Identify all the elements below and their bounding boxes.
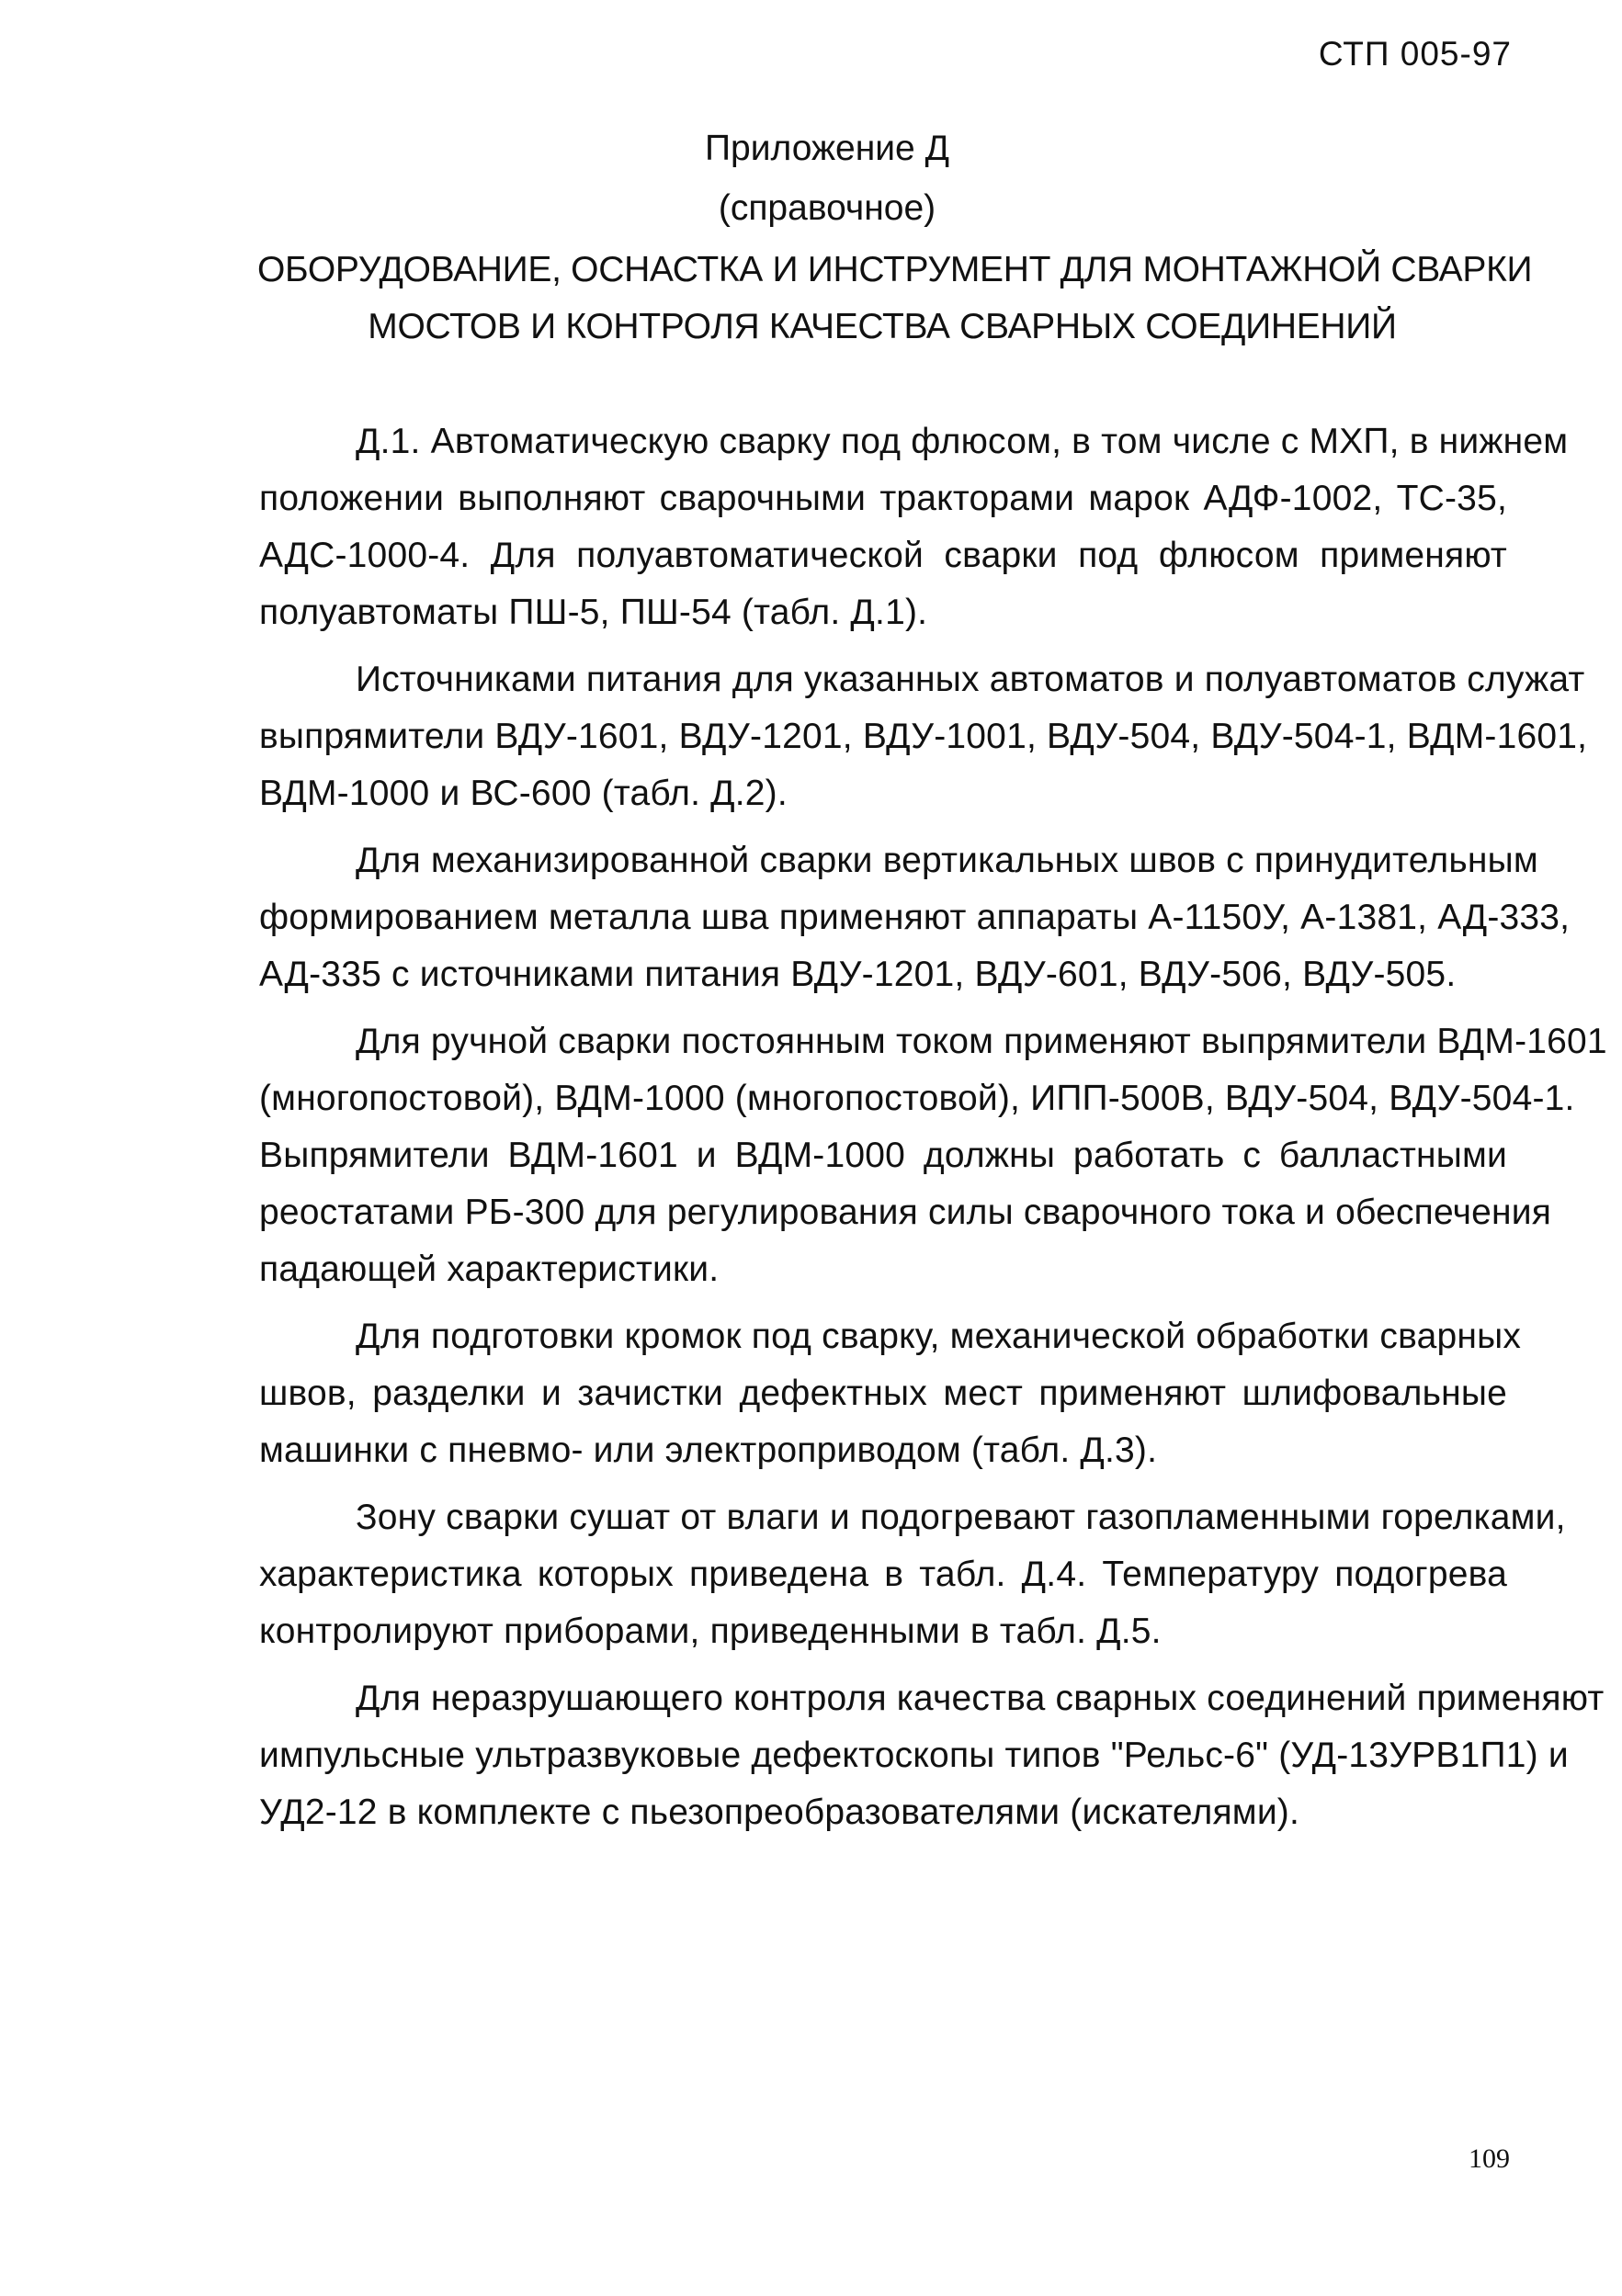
text-line: Источниками питания для указанных автоматов и полуавтоматов служат bbox=[356, 660, 1585, 699]
text-line: характеристика которых приведена в табл. Д.4. Температуру подогрева bbox=[259, 1555, 1507, 1594]
main-heading-line: ОБОРУДОВАНИЕ, ОСНАСТКА И ИНСТРУМЕНТ ДЛЯ МОНТАЖНОЙ СВАРКИ bbox=[257, 250, 1533, 289]
appendix-title: Приложение Д bbox=[705, 129, 949, 168]
document-code: СТП 005-97 bbox=[1318, 35, 1512, 73]
text-line: контролируют приборами, приведенными в табл. Д.5. bbox=[259, 1612, 1162, 1651]
text-line: импульсные ультразвуковые дефектоскопы типов "Рельс-6" (УД-13УРВ1П1) и bbox=[259, 1736, 1569, 1775]
paragraph bbox=[259, 1670, 1605, 1841]
paragraph bbox=[259, 1489, 1566, 1660]
paragraph bbox=[259, 1308, 1522, 1479]
text-line: ВДМ-1000 и ВС-600 (табл. Д.2). bbox=[259, 774, 788, 813]
text-line: АД-335 с источниками питания ВДУ-1201, ВДУ-601, ВДУ-506, ВДУ-505. bbox=[259, 955, 1457, 994]
page-number: 109 bbox=[1469, 2143, 1510, 2174]
text-line: полуавтоматы ПШ-5, ПШ-54 (табл. Д.1). bbox=[259, 593, 928, 632]
body-text bbox=[259, 413, 1607, 1851]
text-line: АДС-1000-4. Для полуавтоматической сварки под флюсом применяют bbox=[259, 536, 1507, 575]
text-line: швов, разделки и зачистки дефектных мест применяют шлифовальные bbox=[259, 1374, 1507, 1413]
text-line: Зону сварки сушат от влаги и подогревают газопламенными горелками, bbox=[356, 1498, 1566, 1537]
paragraph bbox=[259, 651, 1588, 822]
main-heading bbox=[257, 242, 1533, 356]
text-line: выпрямители ВДУ-1601, ВДУ-1201, ВДУ-1001, ВДУ-504, ВДУ-504-1, ВДМ-1601, bbox=[259, 717, 1588, 756]
text-line: Для ручной сварки постоянным током применяют выпрямители ВДМ-1601 bbox=[356, 1022, 1607, 1061]
paragraph bbox=[259, 832, 1571, 1003]
text-line: Для механизированной сварки вертикальных швов с принудительным bbox=[356, 841, 1538, 880]
text-line: Выпрямители ВДМ-1601 и ВДМ-1000 должны работать с балластными bbox=[259, 1136, 1507, 1175]
text-line: реостатами РБ-300 для регулирования силы сварочного тока и обеспечения bbox=[259, 1193, 1552, 1232]
text-line: Для подготовки кромок под сварку, механической обработки сварных bbox=[356, 1317, 1522, 1356]
text-line: положении выполняют сварочными тракторами марок АДФ-1002, ТС-35, bbox=[259, 479, 1507, 518]
text-line: Для неразрушающего контроля качества сварных соединений применяют bbox=[356, 1679, 1605, 1718]
paragraph bbox=[259, 1013, 1607, 1298]
text-line: машинки с пневмо- или электроприводом (табл. Д.3). bbox=[259, 1431, 1158, 1470]
text-line: формированием металла шва применяют аппараты А-1150У, А-1381, АД-333, bbox=[259, 898, 1571, 937]
main-heading-line: МОСТОВ И КОНТРОЛЯ КАЧЕСТВА СВАРНЫХ СОЕДИНЕНИЙ bbox=[368, 307, 1397, 346]
text-line: Д.1. Автоматическую сварку под флюсом, в том числе с МХП, в нижнем bbox=[356, 422, 1569, 461]
text-line: УД2-12 в комплекте с пьезопреобразователями (искателями). bbox=[259, 1793, 1300, 1832]
text-line: падающей характеристики. bbox=[259, 1250, 720, 1289]
paragraph bbox=[259, 413, 1569, 641]
text-line: (многопостовой), ВДМ-1000 (многопостовой), ИПП-500В, ВДУ-504, ВДУ-504-1. bbox=[259, 1079, 1575, 1118]
appendix-subtitle: (справочное) bbox=[718, 188, 936, 228]
